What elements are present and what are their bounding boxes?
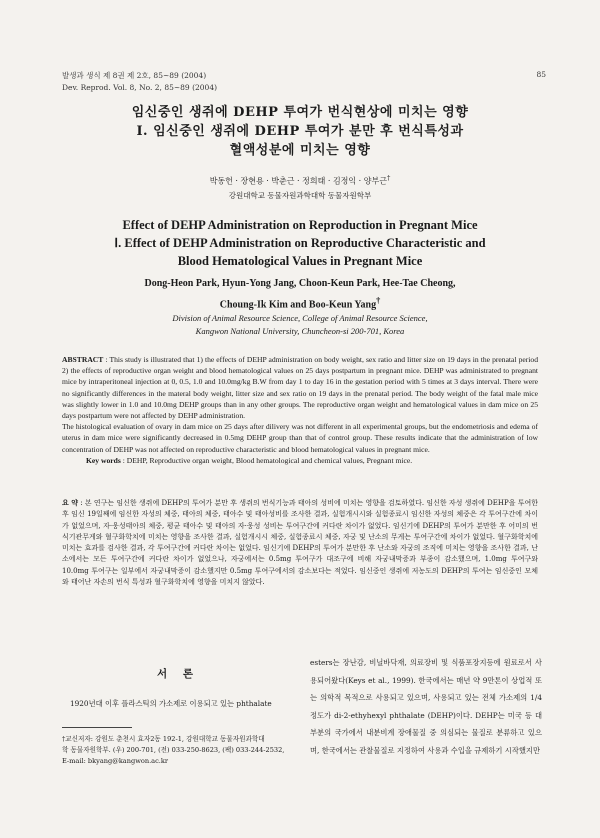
abstract-para1 (62, 354, 538, 421)
footnote-email: E-mail: bkyang@kangwon.ac.kr (62, 757, 169, 765)
title-english (0, 216, 600, 270)
right-column (310, 654, 542, 759)
footnote-line2: 학 동물자원학부. (우) 200-701, (전) 033-250-8623, (팩) 033-244-2532, (62, 746, 285, 754)
journal-citation-ko: 발생과 생식 제 8권 제 2호, 85~89 (2004) (62, 71, 207, 80)
title-english-line3: Blood Hematological Values in Pregnant Mice (177, 254, 423, 268)
journal-citation-en: Dev. Reprod. Vol. 8, No. 2, 85~89 (2004) (62, 83, 218, 92)
corresponding-mark-en: † (376, 296, 381, 305)
abstract-para2: The histological evaluation of ovary in dam mice on 25 days after dilivery was not different in all experimental groups, but the endometriosis and edema of uterus in dam mice were significantly decreased in 0.5mg DEHP group than that of control group. These results indicate that the administration of low concentration of DEHP was not affected on reproductive characteristic and blood hematological values in pregnant mice. (62, 422, 538, 454)
authors-english (0, 275, 600, 313)
corresponding-mark: † (386, 174, 391, 182)
keywords-text: : DEHP, Reproductive organ weight, Blood hematological and chemical values, Pregnant mice. (120, 455, 413, 465)
page-number: 85 (536, 70, 546, 79)
journal-citation (62, 70, 217, 94)
section-heading-intro: 서 론 (157, 668, 199, 680)
affiliation-korean: 강원대학교 동물자원과학대학 동물자원학부 (228, 191, 372, 200)
abstract-korean (62, 497, 538, 588)
abstract-korean-text: : 본 연구는 임신한 생쥐에 DEHP의 투여가 분만 후 생쥐의 번식기능과 태아의 성비에 미치는 영향을 검토하였다. 임신한 자성 생쥐에 DEHP을 투여한 후 임신 19일째에 임신한 자성의 체중, 태아의 체중, 태아수 및 태아성비를 조사한 결과, 실험개시시와 실험종료시 임신한 자성의 체중은 각 투여구간에 차이가 없었으며, 자·웅성태아의 체중, 평균 태아수 및 태아의 자·웅성 성비는 투여구간에 커다란 차이가 없었다. 임신기에 DEHP의 투여가 분만한 후 어미의 번식기관무게와 혈구화학치에 미치는 영향을 조사한 결과, 실험개시시 체중, 실험종료시 체중, 자궁 및 난소의 무게는 투여구간에 차이가 없었다. 혈구화학치에 미치는 효과를 검사한 결과, 각 투여구간에 커다란 차이는 없었다. 임신기에 DEHP의 투여가 분만한 후 난소와 자궁의 조직에 미치는 영향을 조사한 결과, 난소에서는 모든 투여구간에 커다란 차이가 없었으나, 자궁에서는 0.5mg 투여구가 대조구에 비해 자궁내막증과 부종이 감소했으며, 1.0mg 투여구와 10.0mg 투여구는 일부에서 자궁내막증이 감소했지만 0.5mg 투여구에서의 감소보다는 적었다. 임신중인 생쥐에 저농도의 DEHP의 투여는 임신중인 모체와 태어난 자손의 번식 특성과 혈구화학치에 영향을 미치지 않았다. (62, 499, 538, 587)
title-korean-line3: 혈액성분에 미치는 영향 (229, 143, 371, 158)
keywords (62, 455, 538, 466)
title-english-line1: Effect of DEHP Administration on Reproduction in Pregnant Mice (122, 218, 478, 232)
abstract-english (62, 354, 538, 466)
intro-text-right: esters는 장난감, 비닐바닥재, 의료장비 및 식품포장지등에 원료로서 사용되어왔다(Keys et al., 1999). 한국에서는 매년 약 9만톤이 상업적 또는 의학적 목적으로 사용되고 있으며, 사용되고 있는 전체 가소제의 1/4 정도가 di-2-ethyhexyl phthalate (DEHP)이다. DEHP는 미국 등 대부분의 국가에서 내분비계 장애물질 중 의심되는 물질로 분류하고 있으며, 한국에서는 관찰물질로 지정하여 사용과 수입을 규제하기 시작했지만 (310, 658, 542, 755)
authors-english-line2: Choung-Ik Kim and Boo-Keun Yang (219, 299, 377, 311)
abstract-korean-label: 요 약 (62, 498, 78, 507)
abstract-label: ABSTRACT (62, 355, 104, 364)
title-korean (0, 103, 600, 160)
authors-korean-names: 박동헌 · 장현용 · 박춘근 · 정희태 · 김정익 · 양부근 (209, 176, 387, 186)
intro-text-left: 1920년대 이후 플라스틱의 가소제로 이용되고 있는 phthalate (70, 699, 272, 708)
authors-korean (0, 174, 600, 187)
title-english-line2: Ⅰ. Effect of DEHP Administration on Reproductive Characteristic and (114, 236, 486, 250)
affiliation-english (0, 312, 600, 338)
keywords-label: Key words (86, 455, 121, 465)
footnote-divider (62, 727, 132, 728)
title-korean-line1: 임신중인 생쥐에 DEHP 투여가 번식현상에 미치는 영향 (131, 105, 469, 120)
abstract-para1-text: : This study is illustrated that 1) the effects of DEHP administration on body weight, sex ratio and litter size on 19 days in the prenatal period 2) the effects of reproductive organ weight and blood hematological values on 25 days postpartum in pregnant mice. DEHP was administrated to pregnant mice by intraperitoneal injection at 0, 0.5, 1.0 and 10.0mg/kg B.W from day 1 to day 16 in the gestation period with 5 times at 3 days interval. There were no significantly differences in the materal body weight, litter size and sex ratio on 19 days in the prenatal period. The body weight of the fatal male mice was slightly lower in 1.0 and 10.0mg DEHP groups than in any other groups. The reproductive organ weight and hematological values in dam mice on 25 days postpartum were not affected by DEHP administration. (62, 355, 538, 421)
left-column (62, 660, 294, 767)
affiliation-english-line1: Division of Animal Resource Science, College of Animal Resource Science, (172, 313, 428, 323)
affiliation-english-line2: Kangwon National University, Chuncheon-si 200-701, Korea (195, 326, 405, 336)
title-korean-line2: Ⅰ. 임신중인 생쥐에 DEHP 투여가 분만 후 번식특성과 (136, 124, 464, 139)
footnote-line1: †교신저자: 강원도 춘천시 효자2동 192-1, 강원대학교 동물자원과학대 (62, 735, 265, 743)
authors-english-line1: Dong-Heon Park, Hyun-Yong Jang, Choon-Keun Park, Hee-Tae Cheong, (144, 278, 456, 289)
footnote (62, 734, 294, 767)
